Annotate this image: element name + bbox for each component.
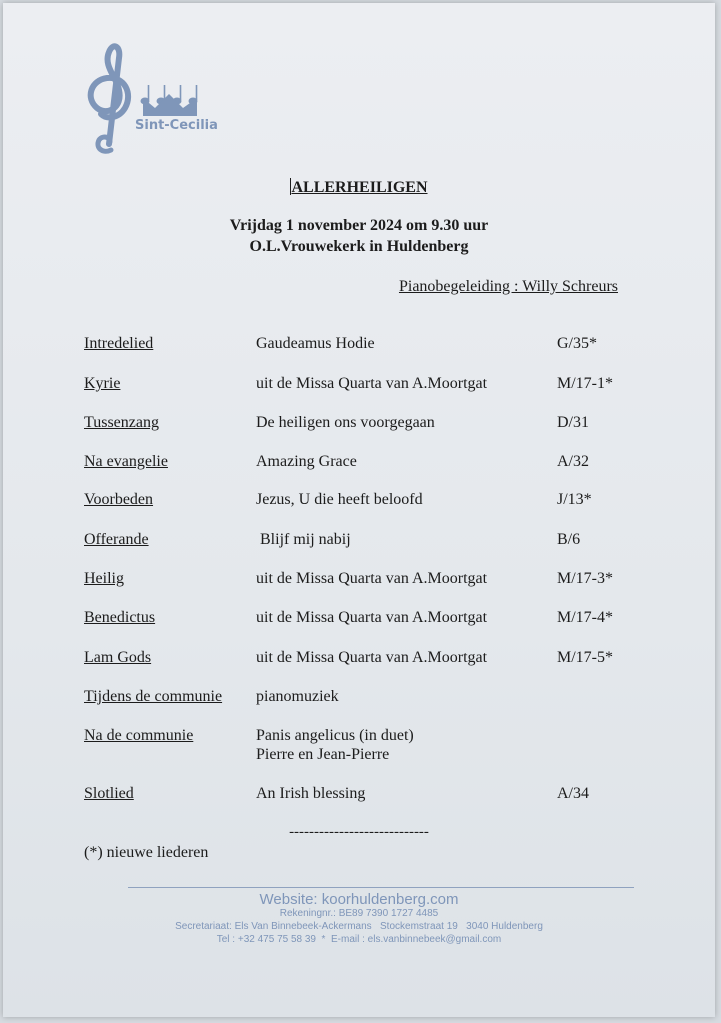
footer-contact: Tel : +32 475 75 58 39 * E-mail : els.vanbinnebeek@gmail.com [216, 934, 502, 945]
accompaniment: Pianobegeleiding : Willy Schreurs [398, 278, 618, 295]
program-part: Tussenzang [84, 414, 159, 431]
footer-bank-account: Rekeningnr.: BE89 7390 1727 4485 [279, 908, 439, 919]
program-part: Heilig [84, 570, 124, 587]
footer-divider [128, 887, 634, 888]
program-song: uit de Missa Quarta van A.Moortgat [256, 609, 488, 626]
program-code: D/31 [557, 414, 589, 431]
document-page [3, 3, 715, 1017]
title-text: ALLERHEILIGEN [291, 179, 428, 196]
footer-secretariat: Secretariaat: Els Van Binnebeek-Ackermans Stockemstraat 19 3040 Huldenberg [175, 921, 543, 932]
program-song: uit de Missa Quarta van A.Moortgat [256, 375, 488, 392]
program-code: B/6 [557, 531, 581, 548]
program-song: An Irish blessing [256, 785, 366, 802]
program-song: Amazing Grace [256, 453, 357, 470]
program-part: Kyrie [84, 375, 121, 392]
program-song: pianomuziek [256, 688, 339, 705]
program-code: M/17-4* [557, 609, 613, 626]
program-song: Panis angelicus (in duet) [256, 727, 414, 744]
event-location: O.L.Vrouwekerk in Huldenberg [249, 238, 469, 255]
program-code: J/13* [557, 491, 592, 508]
program-part: Na de communie [84, 727, 194, 744]
program-part: Voorbeden [84, 491, 154, 508]
footer-website: Website: koorhuldenberg.com [259, 891, 459, 908]
program-song: Jezus, U die heeft beloofd [256, 491, 423, 508]
footnote: (*) nieuwe liederen [84, 844, 209, 861]
program-song-performers: Pierre en Jean-Pierre [256, 746, 390, 763]
program-part: Benedictus [84, 609, 156, 626]
program-part: Slotlied [84, 785, 134, 802]
program-code: M/17-3* [557, 570, 613, 587]
program-song: uit de Missa Quarta van A.Moortgat [256, 649, 488, 666]
program-code: M/17-1* [557, 375, 613, 392]
program-song: uit de Missa Quarta van A.Moortgat [256, 570, 488, 587]
program-song: Blijf mij nabij [256, 531, 351, 548]
program-part: Intredelied [84, 335, 154, 352]
page-title [3, 178, 715, 197]
program-code: A/34 [557, 785, 589, 802]
program-part: Offerande [84, 531, 149, 548]
separator-dashes: ---------------------------- [289, 824, 429, 840]
program-song: De heiligen ons voorgegaan [256, 414, 435, 431]
program-part: Na evangelie [84, 453, 168, 470]
program-song: Gaudeamus Hodie [256, 335, 375, 352]
program-part: Tijdens de communie [84, 688, 223, 705]
program-code: M/17-5* [557, 649, 613, 666]
program-code: G/35* [557, 335, 597, 352]
treble-clef-crown-icon [73, 38, 233, 158]
logo-text: Sint-Cecilia [135, 118, 218, 133]
logo [73, 38, 233, 158]
event-date: Vrijdag 1 november 2024 om 9.30 uur [229, 217, 489, 234]
program-part: Lam Gods [84, 649, 152, 666]
program-code: A/32 [557, 453, 589, 470]
